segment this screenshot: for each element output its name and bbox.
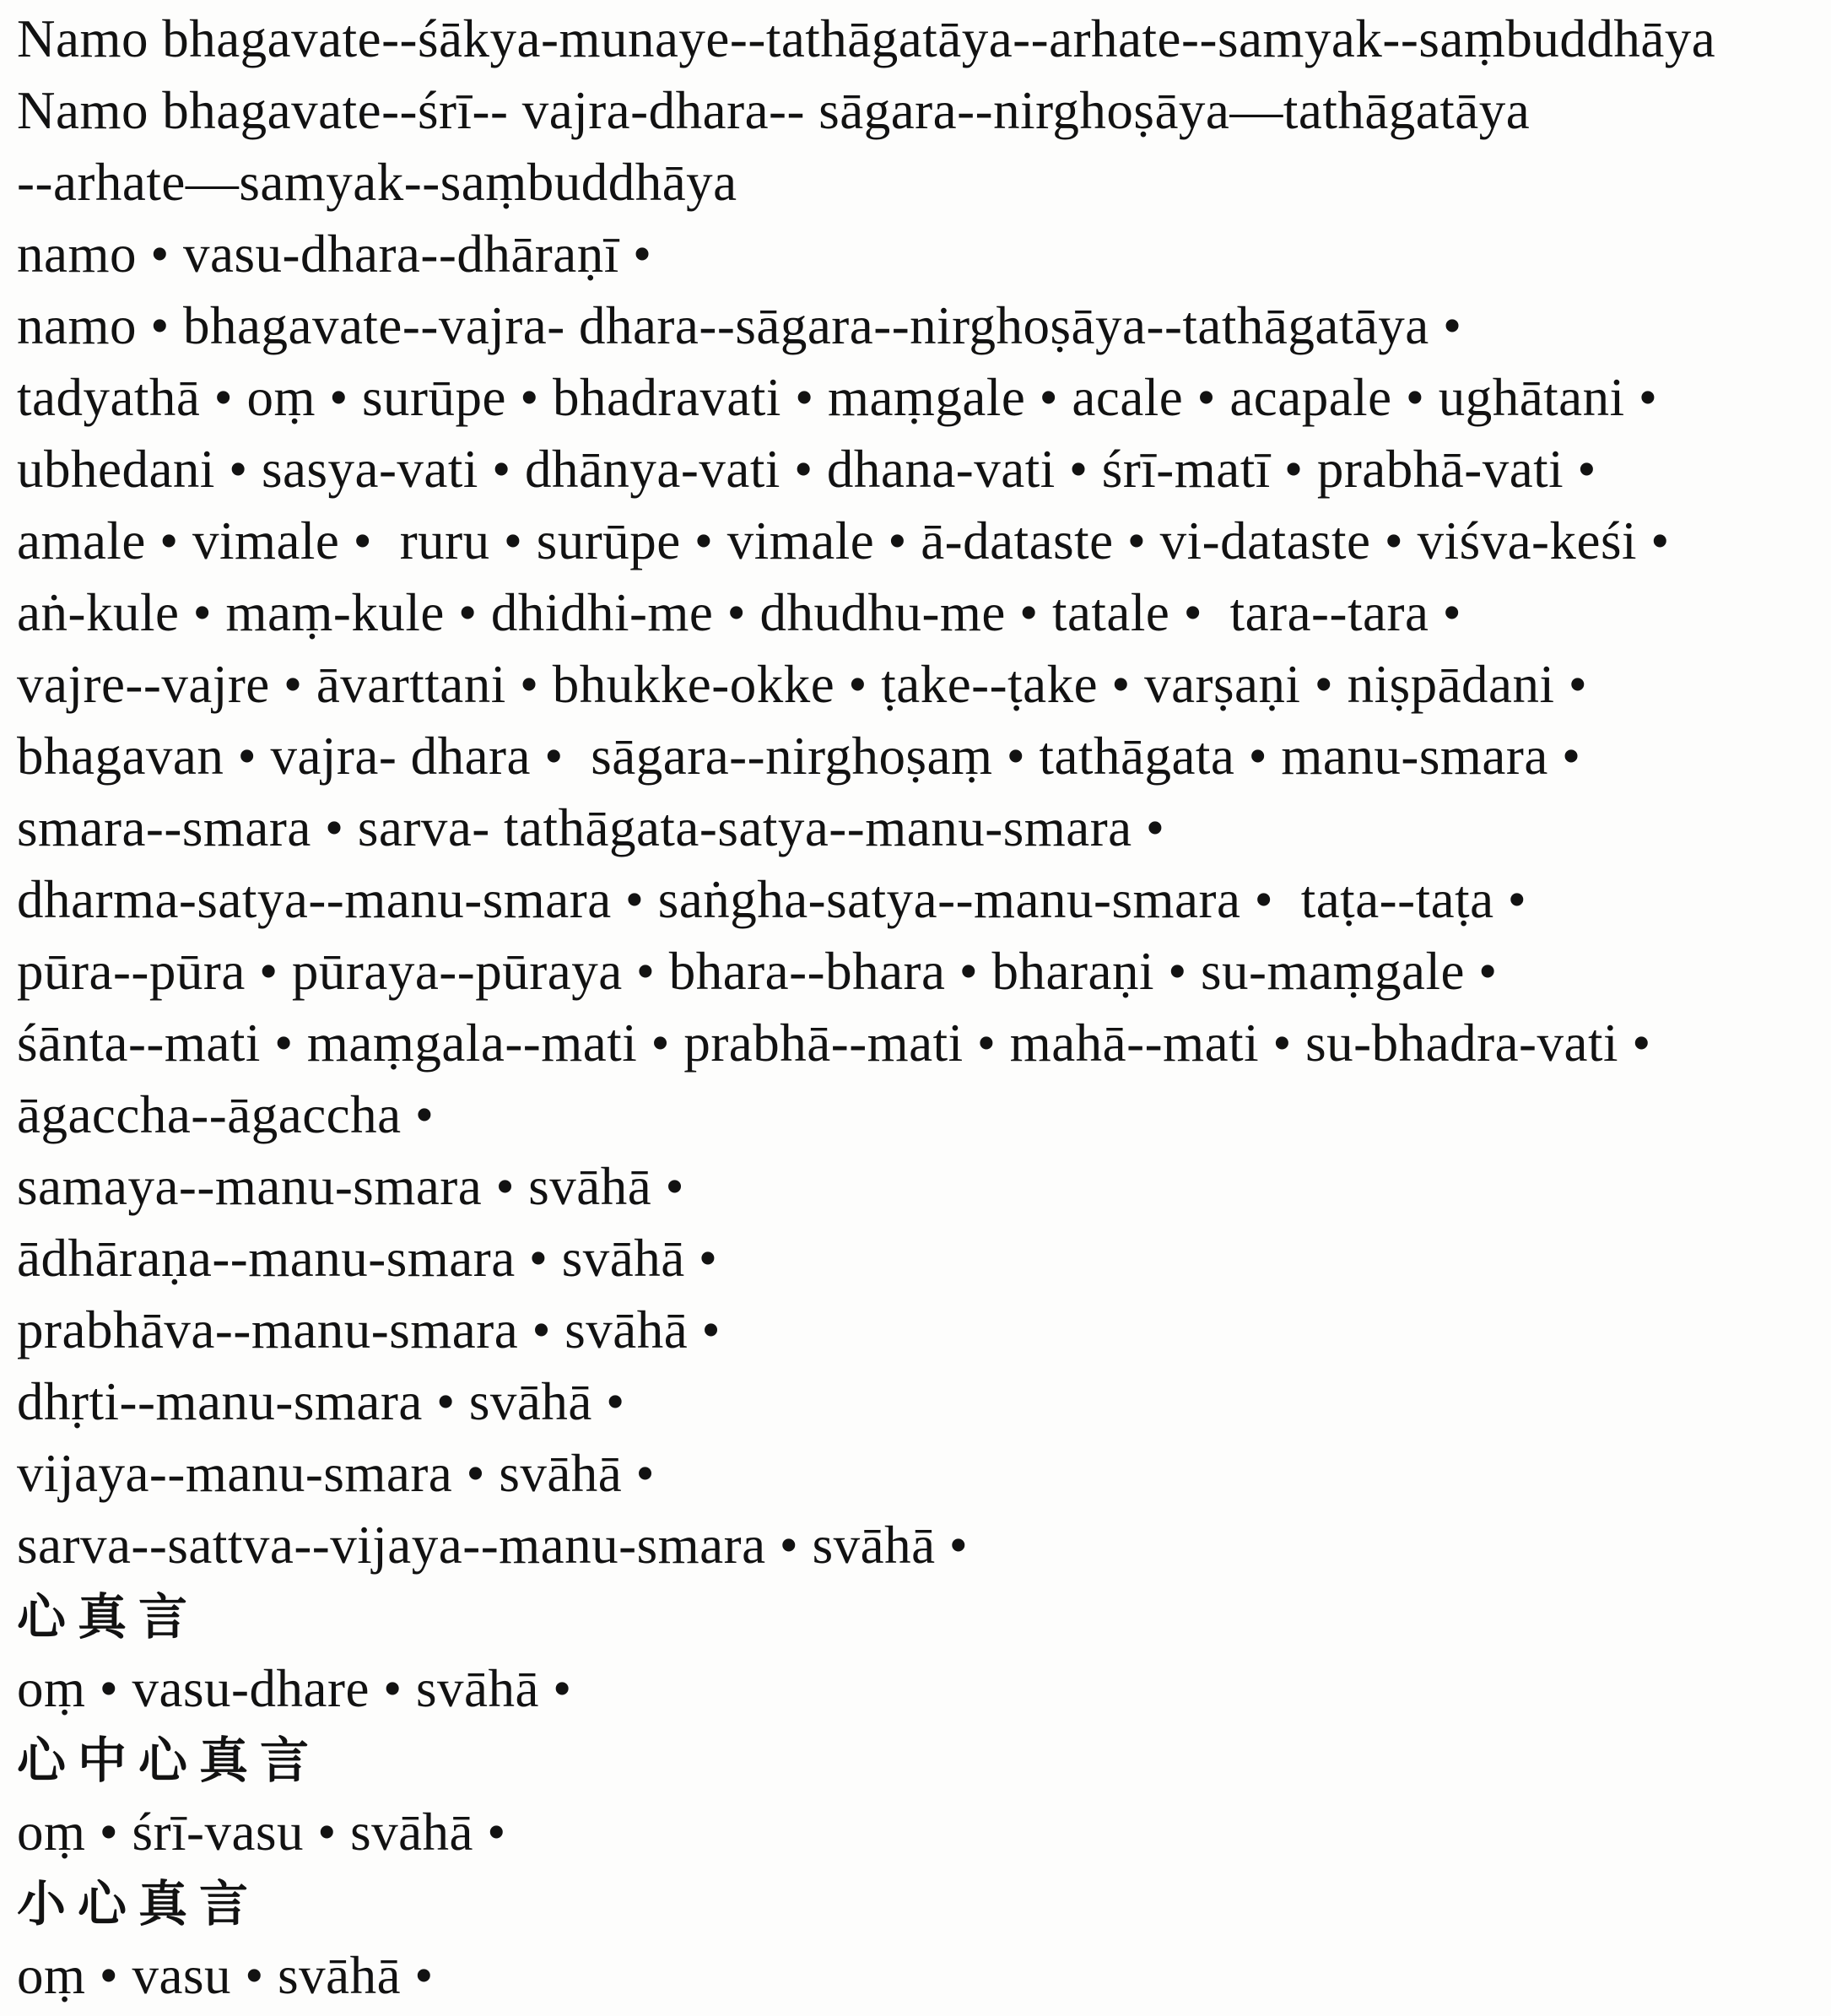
chinese-heading-heart-of-heart-mantra: 心中心真言 xyxy=(17,1733,321,1788)
transliteration-line: vajre--vajre • āvarttani • bhukke-okke • ṭake--ṭake • varṣaṇi • niṣpādani • xyxy=(17,655,1588,714)
transliteration-line: oṃ • vasu-dhare • svāhā • xyxy=(17,1659,572,1718)
transliteration-line: namo • vasu-dhara--dhāraṇī • xyxy=(17,224,652,284)
chinese-heading-heart-mantra: 心真言 xyxy=(17,1590,200,1645)
transliteration-line: Namo bhagavate--śākya-munaye--tathāgatāya--arhate--samyak--saṃbuddhāya xyxy=(17,9,1716,68)
transliteration-line: prabhāva--manu-smara • svāhā • xyxy=(17,1300,721,1359)
transliteration-line: āgaccha--āgaccha • xyxy=(17,1085,435,1144)
transliteration-line: smara--smara • sarva- tathāgata-satya--manu-smara • xyxy=(17,798,1165,857)
transliteration-line: tadyathā • oṃ • surūpe • bhadravati • maṃgale • acale • acapale • ughātani • xyxy=(17,368,1658,427)
transliteration-line: pūra--pūra • pūraya--pūraya • bhara--bhara • bharaṇi • su-maṃgale • xyxy=(17,942,1498,1001)
transliteration-line: śānta--mati • maṃgala--mati • prabhā--mati • mahā--mati • su-bhadra-vati • xyxy=(17,1013,1651,1073)
transliteration-line: sarva--sattva--vijaya--manu-smara • svāhā • xyxy=(17,1516,969,1575)
transliteration-line: oṃ • śrī-vasu • svāhā • xyxy=(17,1803,506,1862)
chinese-heading-small-heart-mantra: 小心真言 xyxy=(17,1877,261,1932)
transliteration-line: samaya--manu-smara • svāhā • xyxy=(17,1157,685,1216)
transliteration-line: dhṛti--manu-smara • svāhā • xyxy=(17,1372,625,1431)
transliteration-line: dharma-satya--manu-smara • saṅgha-satya--manu-smara • taṭa--taṭa • xyxy=(17,870,1527,929)
transliteration-line: namo • bhagavate--vajra- dhara--sāgara--nirghoṣāya--tathāgatāya • xyxy=(17,296,1462,355)
transliteration-line: ādhāraṇa--manu-smara • svāhā • xyxy=(17,1229,718,1288)
transliteration-line: oṃ • vasu • svāhā • xyxy=(17,1946,434,2005)
transliteration-line: Namo bhagavate--śrī-- vajra-dhara-- sāgara--nirghoṣāya—tathāgatāya xyxy=(17,81,1531,140)
transliteration-line: aṅ-kule • maṃ-kule • dhidhi-me • dhudhu-me • tatale • tara--tara • xyxy=(17,583,1462,642)
transliteration-line: vijaya--manu-smara • svāhā • xyxy=(17,1444,656,1503)
transliteration-line: --arhate—samyak--saṃbuddhāya xyxy=(17,153,737,212)
transliteration-line: amale • vimale • ruru • surūpe • vimale • ā-dataste • vi-dataste • viśva-keśi • xyxy=(17,511,1670,570)
transliteration-line: ubhedani • sasya-vati • dhānya-vati • dhana-vati • śrī-matī • prabhā-vati • xyxy=(17,440,1596,499)
transliteration-line: bhagavan • vajra- dhara • sāgara--nirghoṣaṃ • tathāgata • manu-smara • xyxy=(17,727,1581,786)
